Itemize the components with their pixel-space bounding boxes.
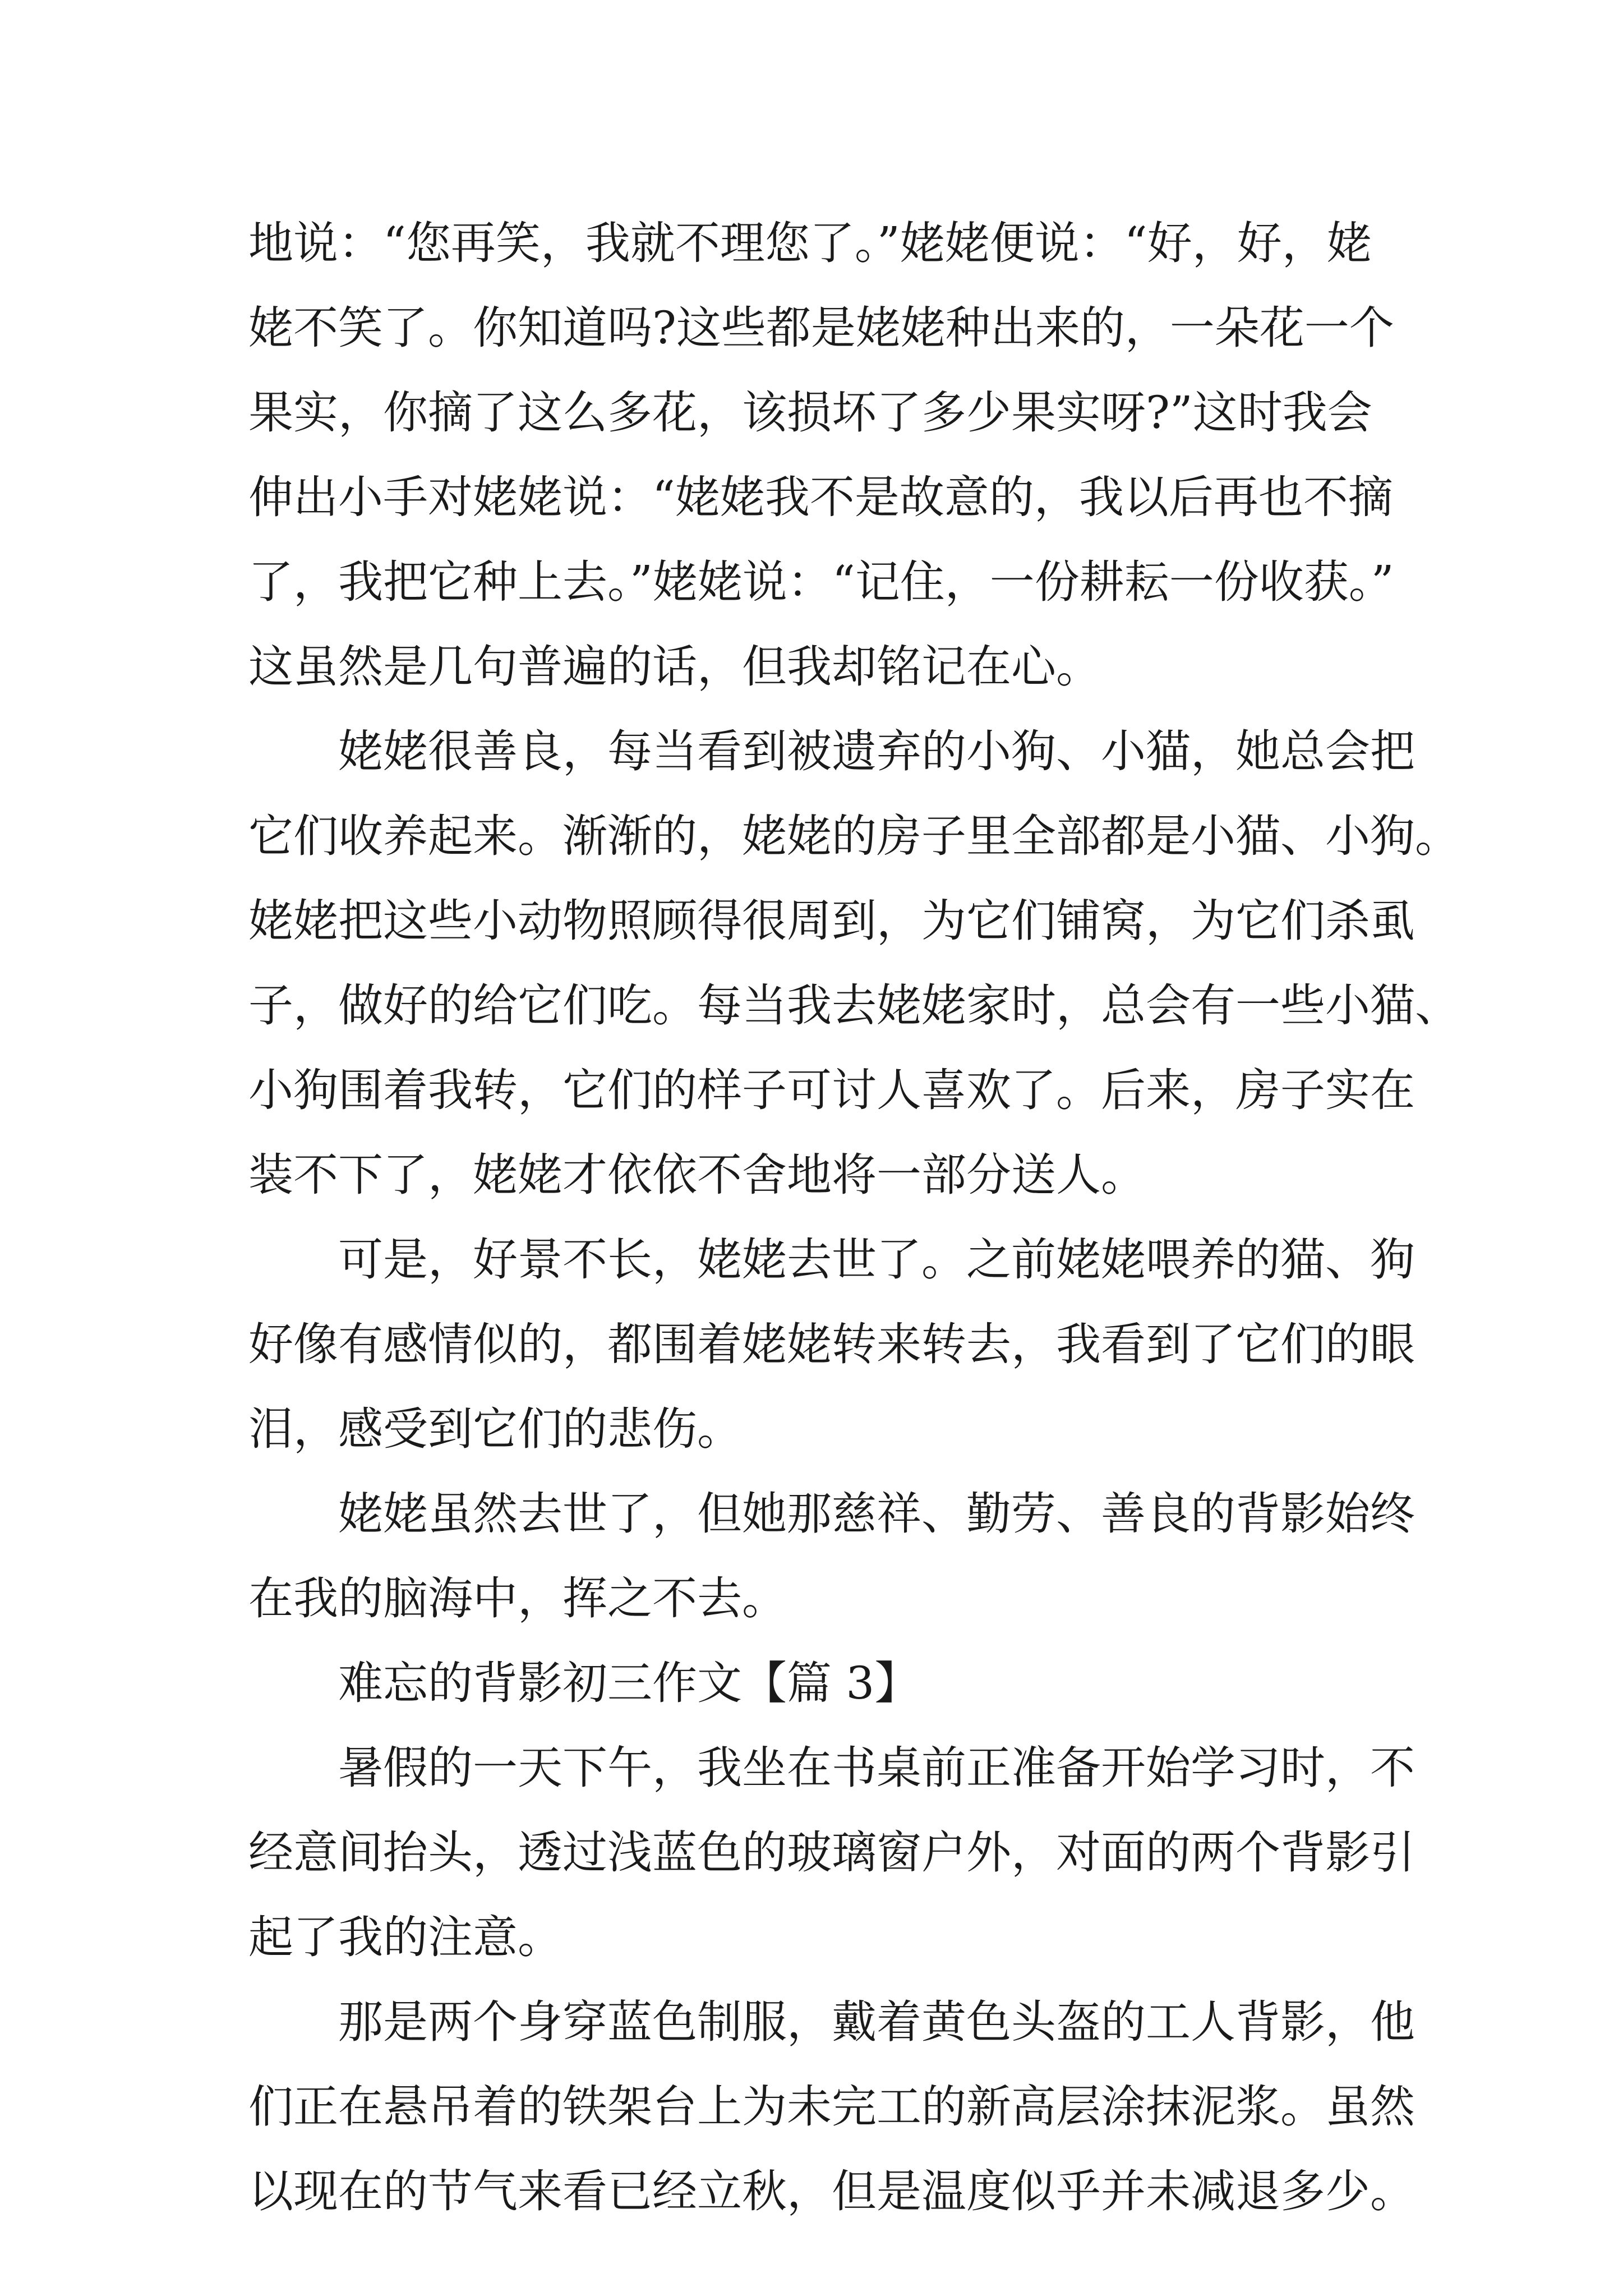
text-line: 起了我的注意。 xyxy=(248,1911,562,1963)
text-line: 果实，你摘了这么多花，该损坏了多少果实呀?”这时我会 xyxy=(248,386,1372,439)
text-line: 经意间抬头，透过浅蓝色的玻璃窗户外，对面的两个背影引 xyxy=(248,1826,1415,1879)
text-line: 它们收养起来。渐渐的，姥姥的房子里全部都是小猫、小狗。 xyxy=(248,810,1460,862)
document-body xyxy=(248,201,1460,2234)
text-line: 这虽然是几句普遍的话，但我却铭记在心。 xyxy=(248,641,1101,693)
text-line: 子，做好的给它们吃。每当我去姥姥家时，总会有一些小猫、 xyxy=(248,979,1460,1032)
text-line: 小狗围着我转，它们的样子可讨人喜欢了。后来，房子实在 xyxy=(248,1064,1415,1116)
text-line: 姥姥把这些小动物照顾得很周到，为它们铺窝，为它们杀虱 xyxy=(248,895,1415,947)
text-line: 好像有感情似的，都围着姥姥转来转去，我看到了它们的眼 xyxy=(248,1318,1415,1370)
text-line: 难忘的背影初三作文【篇 3】 xyxy=(338,1657,920,1709)
text-line: 在我的脑海中，挥之不去。 xyxy=(248,1572,787,1625)
text-line: 泪，感受到它们的悲伤。 xyxy=(248,1403,742,1455)
text-line: 以现在的节气来看已经立秋，但是温度似乎并未减退多少。 xyxy=(248,2165,1415,2217)
text-line: 可是，好景不长，姥姥去世了。之前姥姥喂养的猫、狗 xyxy=(338,1234,1415,1286)
text-line: 了，我把它种上去。”姥姥说：“记住，一份耕耘一份收获。” xyxy=(248,556,1394,608)
text-line: 姥不笑了。你知道吗?这些都是姥姥种出来的，一朵花一个 xyxy=(248,302,1394,354)
text-line: 地说：“您再笑，我就不理您了。”姥姥便说：“好，好，姥 xyxy=(248,217,1372,269)
text-line: 暑假的一天下午，我坐在书桌前正准备开始学习时，不 xyxy=(338,1742,1415,1794)
text-line: 姥姥很善良，每当看到被遗弃的小狗、小猫，她总会把 xyxy=(338,725,1415,777)
text-line: 伸出小手对姥姥说：“姥姥我不是故意的，我以后再也不摘 xyxy=(248,471,1393,523)
text-line: 们正在悬吊着的铁架台上为未完工的新高层涂抹泥浆。虽然 xyxy=(248,2081,1415,2133)
text-line: 姥姥虽然去世了，但她那慈祥、勤劳、善良的背影始终 xyxy=(338,1488,1415,1540)
text-line: 装不下了，姥姥才依依不舍地将一部分送人。 xyxy=(248,1149,1146,1201)
text-line: 那是两个身穿蓝色制服，戴着黄色头盔的工人背影，他 xyxy=(338,1996,1415,2048)
